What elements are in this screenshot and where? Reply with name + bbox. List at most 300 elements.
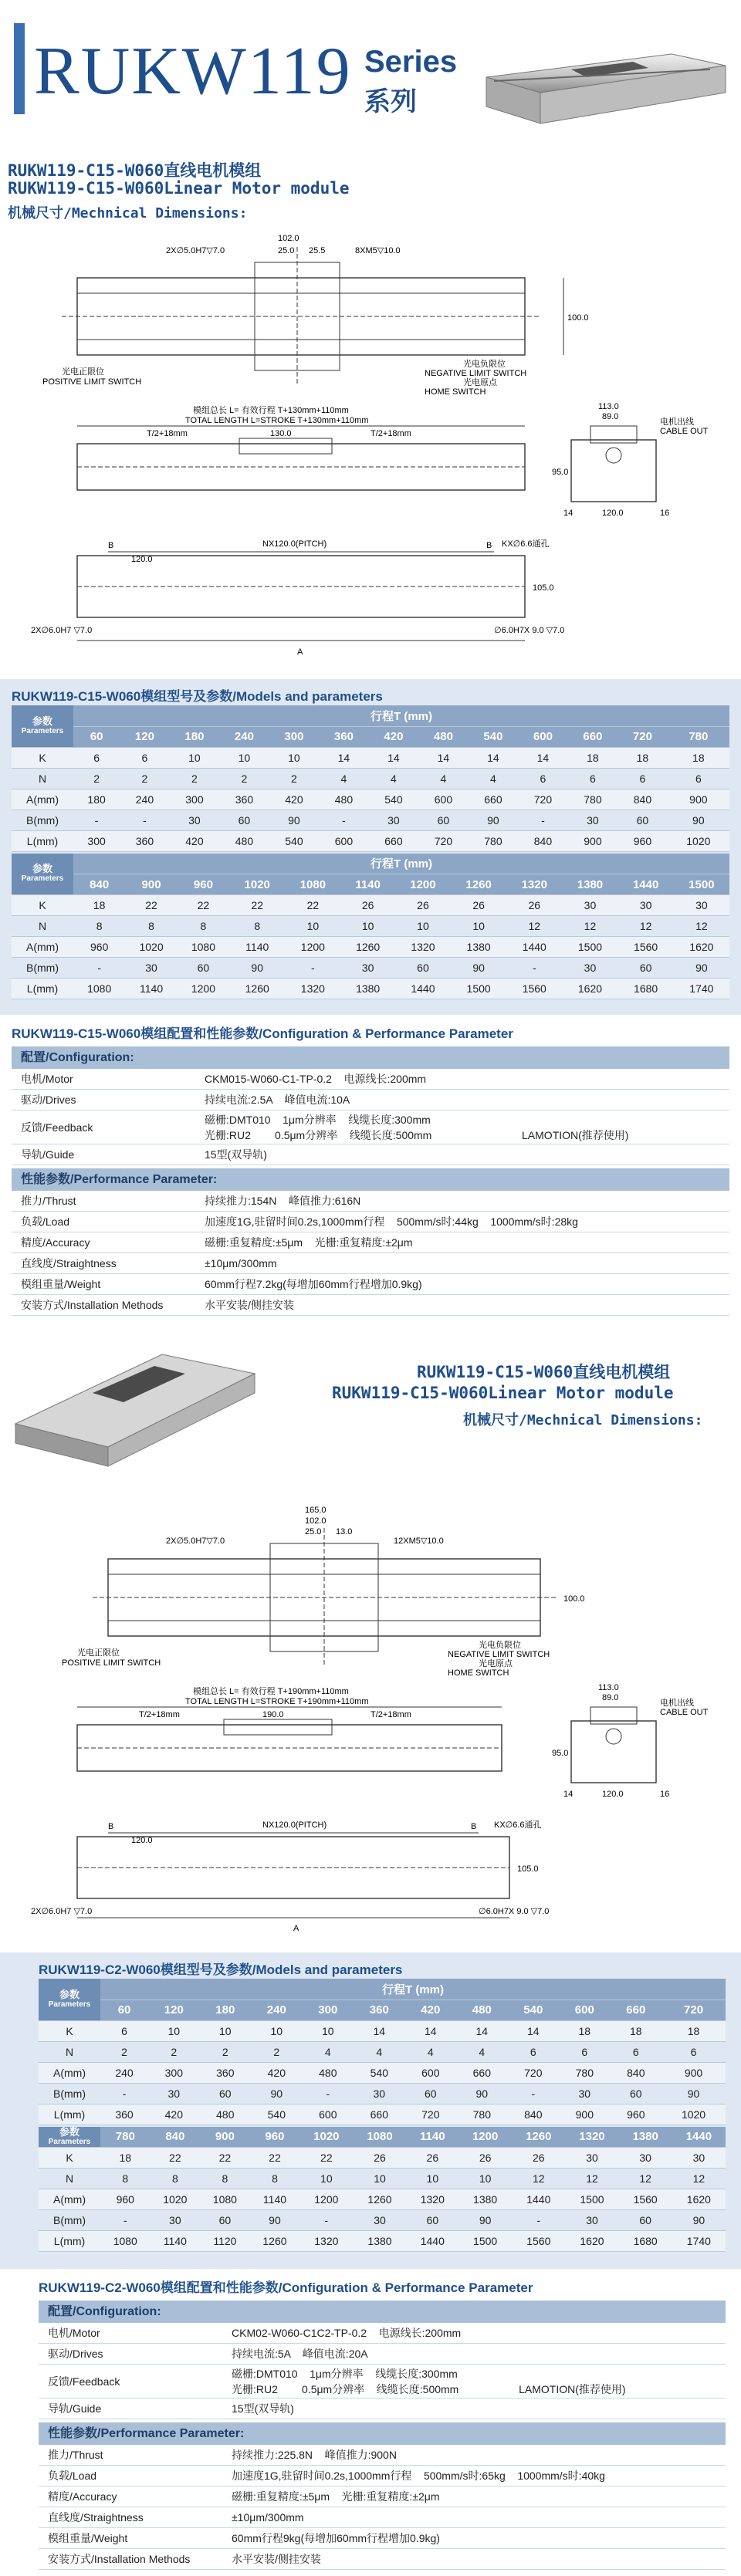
dim-pin-hole: 2X∅5.0H7▽7.0 [166,246,225,255]
table-cell: 1020 [661,2104,726,2125]
config-value [232,2447,726,2463]
stroke-cell: 720 [661,2000,726,2020]
config-value-line: 磁栅:重复精度:±5μm 光栅:重复精度:±2μm [232,2490,440,2503]
config-row [12,1069,729,1090]
table-cell: 26 [458,2148,512,2169]
section1-title-cn: RUKW119-C15-W060直线电机模组 [8,161,262,180]
table-row [12,958,729,979]
config-value-line: 水平安装/侧挂安装 [205,1299,294,1311]
table-cell: 1020 [125,937,177,958]
table-cell: 10 [340,916,394,937]
table-cell: - [100,2083,148,2104]
table-cell: 360 [200,2062,252,2083]
config-value [205,1235,729,1250]
param-en: Parameters [21,874,64,884]
stroke-cell: 300 [303,2000,354,2020]
dim-pitch: NX120.0(PITCH) [262,539,327,549]
table-row [12,810,729,830]
table-cell: 30 [568,810,618,830]
table-cell: 2 [100,2041,148,2062]
table-cell: 22 [250,2148,300,2169]
table-cell: 8 [200,2169,250,2189]
table-cell: 1380 [458,2189,512,2210]
stroke-cell: 1380 [619,2127,672,2148]
dim-thru-holes: KX∅6.6通孔 [502,539,550,549]
table-cell: 14 [354,2020,405,2041]
dim2-pin-left: 2X∅6.0H7 ▽7.0 [31,1907,93,1916]
row-label: A(mm) [39,2189,100,2210]
table-cell: 60 [611,2083,662,2104]
table-cell: 1140 [229,937,285,958]
table-cell: 90 [661,2083,726,2104]
config1-config-head: 配置/Configuration: [12,1046,729,1069]
table-cell: 14 [418,747,469,768]
dim-top-offset: 25.5 [309,246,326,255]
table1-part1 [12,705,729,852]
table-cell: 480 [219,830,269,851]
table-cell: 60 [178,958,229,979]
product-image-2 [8,1347,262,1470]
config-row [12,1274,729,1295]
table-row [39,2189,726,2210]
stroke-cell: 660 [611,2000,662,2020]
table-cell: - [518,810,568,830]
param-cn: 参数 [32,715,52,727]
table-cell: 2 [219,768,269,789]
table-cell: 30 [674,895,729,916]
total-length-en: TOTAL LENGTH L=STROKE T+130mm+110mm [185,416,369,425]
table-cell: 180 [73,789,120,810]
table1-part2 [12,854,729,1000]
table-cell: 1380 [353,2231,406,2252]
table-cell: - [100,2210,151,2231]
stroke-cell: 1380 [562,874,618,895]
table-cell: 420 [148,2104,200,2125]
table2-strokes-row [39,2000,726,2020]
total-length-en-2: TOTAL LENGTH L=STROKE T+190mm+110mm [185,1697,369,1706]
dim-b-right: B [486,541,492,550]
dim-screw-holes: 8XM5▽10.0 [355,246,401,255]
pos-limit-cn-2: 光电正限位 [77,1648,120,1658]
row-label: N [12,768,73,789]
table-cell: 22 [200,2148,250,2169]
table-cell: 660 [456,2062,508,2083]
stroke-cell: 1200 [395,874,451,895]
table-cell: 18 [568,747,618,768]
table-cell: 780 [469,830,519,851]
param-label [39,2127,100,2148]
table-cell: 8 [178,916,229,937]
config-row [39,2486,726,2507]
table-cell: - [506,958,562,979]
dim2-carriage: 190.0 [262,1710,284,1719]
config-value [232,2551,726,2567]
table-cell: 60 [407,2210,458,2231]
stroke-cell: 60 [73,726,120,747]
config-row [39,2399,726,2419]
table-cell: 660 [354,2104,405,2125]
table-cell: 6 [100,2020,148,2041]
table-cell: 6 [668,768,729,789]
table-row [39,2231,726,2252]
table-cell: 780 [568,789,618,810]
config-value-line: 光栅:RU2 0.5μm分辨率 线缆长度:500mm LAMOTION(推荐使用) [232,2382,626,2395]
config-key: 导轨/Guide [48,2402,102,2415]
stroke-cell: 900 [125,874,177,895]
table-row [12,937,729,958]
table-cell: 90 [451,958,506,979]
table-cell: 1680 [619,2231,672,2252]
config-value [232,2366,726,2397]
table-cell: 1380 [340,979,394,999]
config-key: 模组重量/Weight [21,1278,101,1290]
dim-height: 100.0 [567,313,589,323]
table-cell: 900 [668,789,729,810]
table-cell: 1080 [73,979,125,999]
dim2-half-left: T/2+18mm [139,1710,180,1719]
table-cell: 6 [568,768,618,789]
dim-pin-left: 2X∅6.0H7 ▽7.0 [31,626,93,635]
table-cell: 22 [178,895,229,916]
config-row [12,1191,729,1212]
table-cell: 720 [518,789,568,810]
table-cell: 1560 [506,979,562,999]
stroke-label: 行程T (mm) [73,854,729,874]
section1-dim-label: 机械尺寸/Mechnical Dimensions: [8,205,248,221]
table-cell: 600 [418,789,469,810]
config-key: 精度/Accuracy [21,1236,90,1249]
table-cell: 30 [354,2083,405,2104]
config-row [12,1295,729,1316]
neg-limit-cn-2: 光电负限位 [479,1641,521,1650]
header-accent-bar [14,23,25,114]
table-row [39,2062,726,2083]
dim-carriage: 130.0 [270,429,292,438]
table-cell: 30 [151,2210,201,2231]
table-cell: 1260 [340,937,394,958]
config-key: 负载/Load [21,1215,70,1228]
config-row [12,1144,729,1165]
dim2-width-105: 105.0 [517,1864,539,1874]
dim-b-left: B [108,541,114,550]
section2-mechanical-drawing [31,1505,710,1937]
table-cell: 240 [100,2062,148,2083]
table-cell: 10 [353,2169,406,2189]
stroke-cell: 780 [100,2127,151,2148]
row-label: L(mm) [39,2231,100,2252]
config-key: 推力/Thrust [48,2449,103,2461]
table-cell: 6 [73,747,120,768]
stroke-cell: 120 [120,726,170,747]
config-value [232,2511,726,2524]
config-row [39,2528,726,2549]
table-cell: 18 [611,2020,662,2041]
config-value [205,1112,729,1143]
table-cell: 1200 [299,2189,353,2210]
table-cell: 14 [508,2020,560,2041]
table-cell: 90 [674,958,729,979]
table-cell: 660 [469,789,519,810]
dim2-b-left: B [108,1822,114,1831]
config2-config-head: 配置/Configuration: [39,2300,726,2323]
section1-title-en: RUKW119-C15-W060Linear Motor module [8,179,350,198]
table-cell: 1620 [674,937,729,958]
config-value [205,1092,729,1107]
table-cell: 540 [369,789,419,810]
stroke-cell: 1080 [353,2127,406,2148]
table-cell: 2 [170,768,220,789]
stroke-cell: 240 [219,726,269,747]
table-cell: 12 [562,916,618,937]
front-view [77,426,525,490]
table-cell: 420 [269,789,320,810]
table-cell: 26 [451,895,506,916]
side-dim-width: 113.0 [598,402,619,411]
config1-perf-head: 性能参数/Performance Parameter: [12,1168,729,1191]
table-cell: 8 [151,2169,201,2189]
dim-half-left: T/2+18mm [147,429,188,438]
stroke-cell: 180 [200,2000,252,2020]
table-cell: 30 [618,895,674,916]
table-row [12,768,729,789]
table-cell: 1320 [395,937,451,958]
table2-strokes-row-2-wrap [39,2127,726,2148]
table-cell: 60 [395,958,451,979]
table2-part2 [39,2127,726,2253]
table-cell: 840 [518,830,568,851]
table-cell: 420 [170,830,220,851]
home-cn: 光电原点 [463,378,497,387]
dim2-pitch-120: 120.0 [131,1836,153,1845]
table-cell: 12 [618,916,674,937]
home-en: HOME SWITCH [425,387,486,397]
table-cell: 8 [250,2169,300,2189]
config-key: 模组重量/Weight [48,2532,128,2544]
table-row [39,2083,726,2104]
section2-title-cn: RUKW119-C15-W060直线电机模组 [417,1363,671,1381]
table-cell: 8 [229,916,285,937]
dim2-half-right: T/2+18mm [370,1710,411,1719]
table-cell: 1500 [565,2189,618,2210]
dim2-height: 100.0 [563,1594,585,1604]
dim2-thru-holes: KX∅6.6通孔 [494,1820,542,1830]
config-row [12,1253,729,1274]
table-cell: 1740 [674,979,729,999]
table-cell: 90 [251,2083,303,2104]
table-cell: 60 [219,810,269,830]
table-cell: 720 [418,830,469,851]
home-cn-2: 光电原点 [479,1659,513,1668]
table-row [39,2104,726,2125]
neg-limit-en: NEGATIVE LIMIT SWITCH [425,369,527,378]
table-row [12,979,729,999]
config2-panel [39,2277,726,2570]
table-cell: 4 [354,2041,405,2062]
dim2-top-offset: 13.0 [336,1527,353,1536]
config-value [205,1147,729,1162]
table-cell: 10 [395,916,451,937]
table2-panel [0,1952,741,2269]
param-cn: 参数 [59,1988,80,2000]
config-key: 反馈/Feedback [21,1121,93,1134]
config-row [39,2445,726,2466]
table-cell: 4 [303,2041,354,2062]
table-cell: 14 [456,2020,508,2041]
dim2-pin-hole: 2X∅5.0H7▽7.0 [166,1536,225,1546]
table-cell: 22 [125,895,177,916]
config-row [12,1232,729,1253]
table-cell: 960 [73,937,125,958]
table-cell: - [512,2210,565,2231]
config-value [205,1297,729,1313]
table-cell: 1740 [672,2231,726,2252]
stroke-cell: 1320 [565,2127,618,2148]
config-key: 导轨/Guide [21,1148,75,1161]
dim-pitch-120: 120.0 [131,555,153,564]
table-cell: 1500 [562,937,618,958]
section2-dim-label: 机械尺寸/Mechnical Dimensions: [463,1412,703,1428]
table-cell: 360 [120,830,170,851]
table-cell: 1020 [151,2189,201,2210]
table-cell: 1620 [565,2231,618,2252]
table-cell: 840 [618,789,668,810]
stroke-label: 行程T (mm) [100,1979,726,2000]
table-cell: 14 [319,747,369,768]
table-cell: 6 [611,2041,662,2062]
table-cell: 780 [456,2104,508,2125]
table-cell: 6 [120,747,170,768]
table-cell: 6 [559,2041,611,2062]
config-value [205,1257,729,1269]
param-en: Parameters [48,2000,91,2009]
dim2-top-width: 102.0 [305,1516,327,1526]
table-cell: 960 [100,2189,151,2210]
table-cell: 30 [353,2210,406,2231]
table-cell: 420 [251,2062,303,2083]
table-cell: 14 [405,2020,457,2041]
table-cell: 1440 [512,2189,565,2210]
table-cell: 1140 [125,979,177,999]
table-cell: 900 [559,2104,611,2125]
config-value [232,2489,726,2504]
config-row [12,1111,729,1144]
config-row [12,1212,729,1232]
table-cell: 10 [219,747,269,768]
table-cell: 300 [170,789,220,810]
table-cell: 12 [512,2169,565,2189]
table-cell: 6 [518,768,568,789]
table-cell: 2 [251,2041,303,2062]
table-row [12,895,729,916]
stroke-cell: 720 [618,726,668,747]
table-row [39,2041,726,2062]
config2-title: RUKW119-C2-W060模组配置和性能参数/Configuration & Performance Parameter [39,2280,533,2295]
table-cell: 10 [170,747,220,768]
config-value-line: CKM015-W060-C1-TP-0.2 电源线长:200mm [205,1073,427,1085]
config-row [39,2365,726,2399]
side-view [571,426,656,502]
table-cell: 1620 [562,979,618,999]
table1-stroke-header-2 [12,854,729,874]
table-cell: 1560 [619,2189,672,2210]
table-cell: 1260 [229,979,285,999]
table-cell: 720 [405,2104,457,2125]
table-cell: 90 [269,810,320,830]
table-cell: 18 [661,2020,726,2041]
dim-top-hole: 25.0 [278,246,295,255]
side-dim-carriage: 89.0 [602,412,619,421]
table2-stroke-header [39,1979,726,2000]
config-value-line: 持续电流:5A 峰值电流:20A [232,2348,368,2360]
param-label-2 [12,854,73,895]
config-value-line: 60mm行程7.2kg(每增加60mm行程增加0.9kg) [205,1278,422,1290]
table-cell: 1320 [299,2231,353,2252]
row-label: L(mm) [39,2104,100,2125]
row-label: B(mm) [39,2210,100,2231]
config-key: 直线度/Straightness [48,2511,144,2524]
table-row [12,789,729,810]
table-row [39,2148,726,2169]
table-cell: 60 [619,2210,672,2231]
stroke-cell: 900 [200,2127,250,2148]
table-cell: 30 [340,958,394,979]
table-cell: - [285,958,340,979]
config-key: 安装方式/Installation Methods [48,2553,191,2565]
table-cell: 26 [340,895,394,916]
stroke-cell: 1320 [506,874,562,895]
stroke-cell: 420 [369,726,419,747]
table-cell: 12 [674,916,729,937]
table-cell: 1140 [151,2231,201,2252]
config2-perf-head: 性能参数/Performance Parameter: [39,2422,726,2445]
table-cell: 1080 [100,2231,151,2252]
table-cell: 1080 [200,2189,250,2210]
config-value-line: 持续推力:154N 峰值推力:616N [205,1195,361,1207]
param-cn: 参数 [59,2125,80,2138]
table-cell: 22 [285,895,340,916]
config-value [205,1276,729,1292]
table-cell: 8 [100,2169,151,2189]
table-cell: 14 [469,747,519,768]
table-cell: 14 [518,747,568,768]
stroke-cell: 600 [518,726,568,747]
table-cell: 12 [506,916,562,937]
row-label: A(mm) [12,789,73,810]
total-length-cn: 模组总长 L= 有效行程 T+130mm+110mm [193,406,349,415]
table-cell: 720 [508,2062,560,2083]
table-cell: 90 [469,810,519,830]
dim2-pitch: NX120.0(PITCH) [262,1820,327,1830]
side2-dim-left: 14 [563,1790,574,1799]
dim2-a: A [293,1924,299,1933]
dim2-carriage-width: 165.0 [305,1506,327,1515]
table-cell: 90 [458,2210,512,2231]
stroke-cell: 420 [405,2000,457,2020]
table-cell: 2 [73,768,120,789]
table-cell: 4 [469,768,519,789]
stroke-cell: 960 [178,874,229,895]
table-cell: 480 [200,2104,252,2125]
table1-panel [0,679,741,1015]
bottom-view-2 [77,1833,509,1918]
config-value-line: 60mm行程9kg(每增加60mm行程增加0.9kg) [232,2532,440,2544]
table-cell: 14 [369,747,419,768]
table-row [39,2020,726,2041]
stroke-label: 行程T (mm) [73,705,729,726]
stroke-cell: 1260 [451,874,506,895]
table-cell: 10 [451,916,506,937]
table-cell: 30 [619,2148,672,2169]
